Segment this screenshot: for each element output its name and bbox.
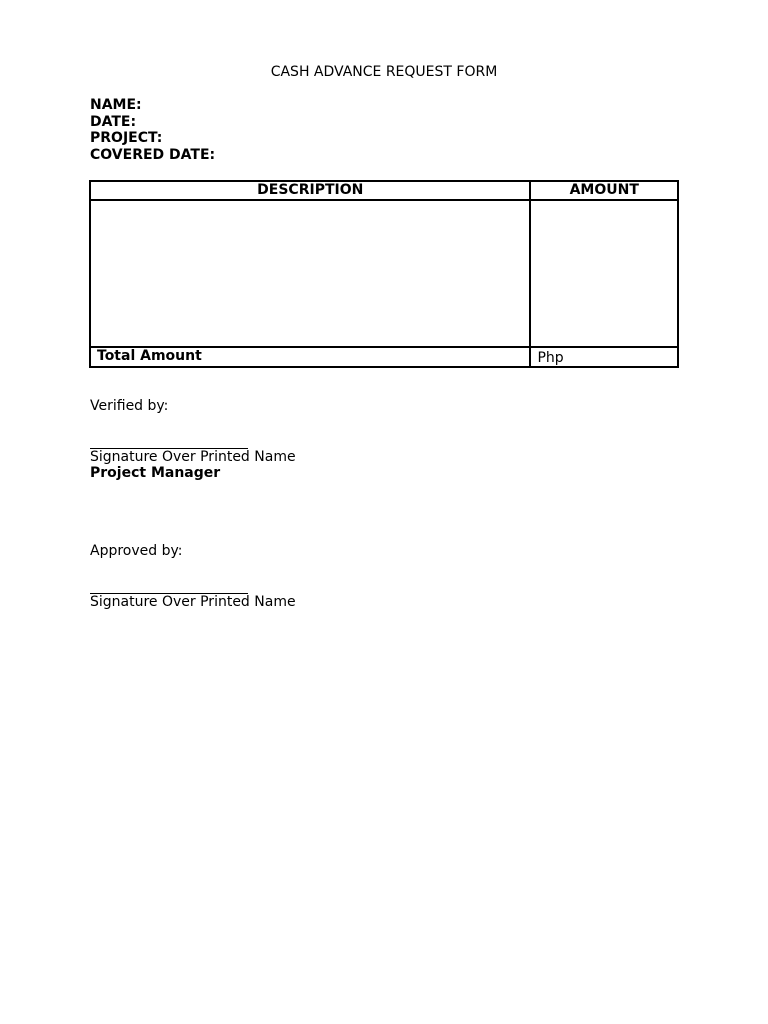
total-amount-label: Total Amount xyxy=(90,347,530,367)
signature-caption: Signature Over Printed Name xyxy=(90,448,296,465)
approved-by-block xyxy=(90,543,296,610)
amount-cell[interactable] xyxy=(530,200,678,347)
total-amount-value[interactable]: Php xyxy=(530,347,678,367)
expense-table xyxy=(89,180,679,368)
project-label: PROJECT: xyxy=(90,130,163,146)
signature-caption: Signature Over Printed Name xyxy=(90,593,296,610)
table-row xyxy=(90,200,678,347)
signature-line[interactable] xyxy=(90,432,248,449)
total-row xyxy=(90,347,678,367)
verified-by-block xyxy=(90,398,296,482)
table-header-row xyxy=(90,181,678,200)
description-cell[interactable] xyxy=(90,200,530,347)
header-fields xyxy=(90,97,215,163)
description-header: DESCRIPTION xyxy=(90,181,530,200)
signature-line[interactable] xyxy=(90,577,248,594)
approved-by-label: Approved by: xyxy=(90,543,183,559)
signatory-role: Project Manager xyxy=(90,465,221,481)
name-label: NAME: xyxy=(90,97,142,113)
amount-header: AMOUNT xyxy=(530,181,678,200)
verified-by-label: Verified by: xyxy=(90,398,169,414)
date-label: DATE: xyxy=(90,113,137,130)
covered-date-label: COVERED DATE: xyxy=(90,146,216,163)
page-title: CASH ADVANCE REQUEST FORM xyxy=(270,64,498,80)
